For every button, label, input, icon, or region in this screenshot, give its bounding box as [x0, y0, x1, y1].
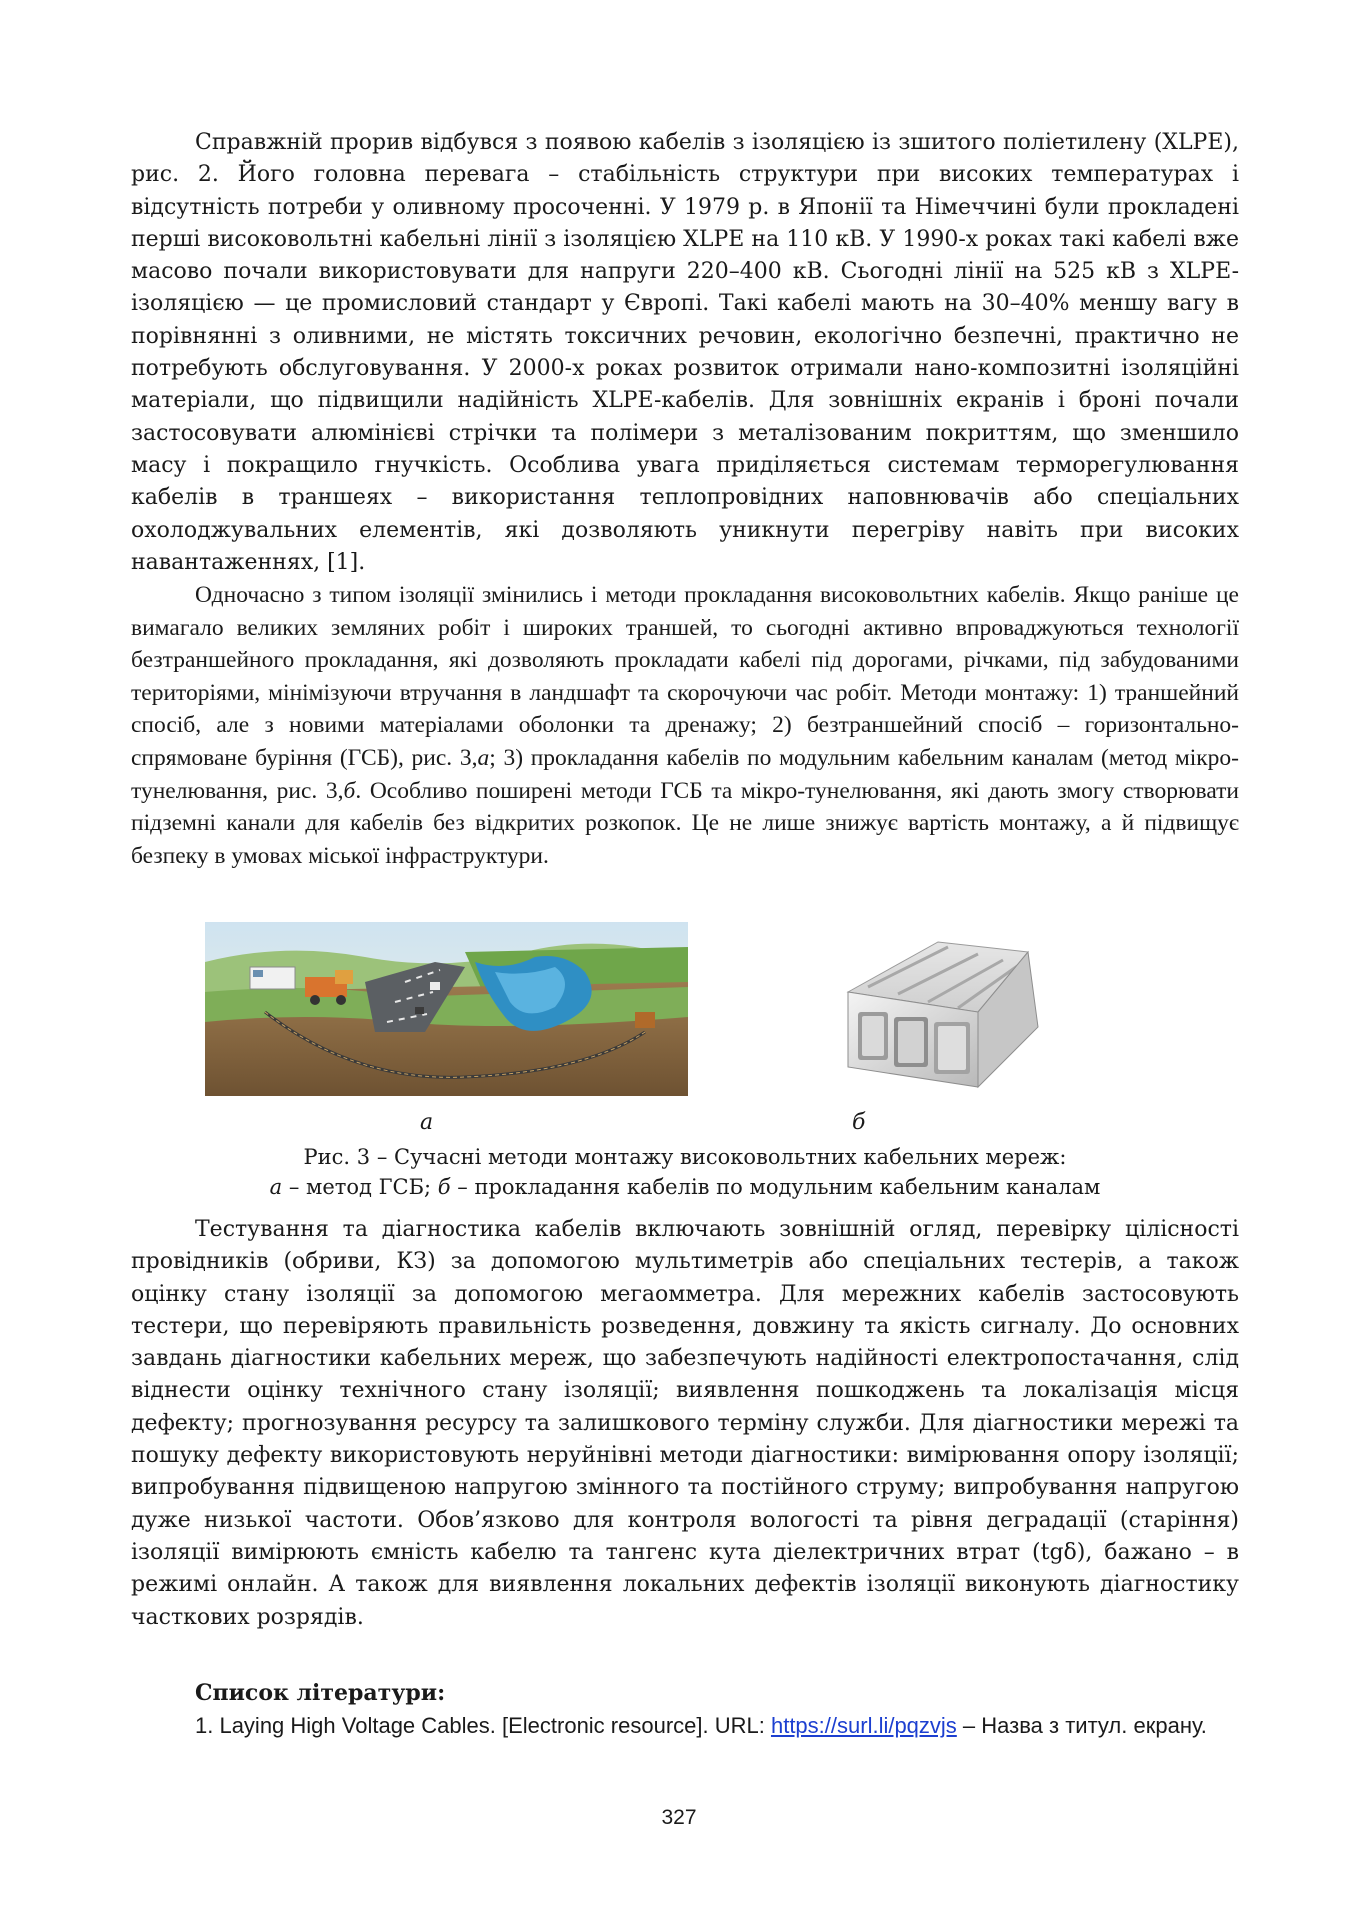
- fig-ref-b: б: [343, 777, 356, 804]
- hdd-method-illustration: [205, 922, 688, 1096]
- caption-text-b: – прокладання кабелів по модульним кабельним каналам: [450, 1175, 1101, 1199]
- fig-ref-a: а: [477, 744, 490, 771]
- figure-caption-legend: [131, 1172, 1239, 1202]
- references-heading: Список літератури:: [195, 1680, 446, 1706]
- caption-letter-a: а: [269, 1175, 283, 1199]
- caption-letter-b: б: [437, 1175, 451, 1199]
- caption-text-a: – метод ГСБ;: [282, 1175, 438, 1199]
- paragraph-text: Тестування та діагностика кабелів включають зовнішній огляд, перевірку цілісності провідників (обриви, КЗ) за допомогою мультиметрів або спеціальних тестерів, а також оцінку стану ізоляції за допомогою мегаомметра. Для мережних кабелів застосовують тестери, що перевіряють правильність розведення, довжину та якість сигналу. До основних завдань діагностики кабельних мереж, що забезпечують надійності електропостачання, слід віднести оцінку технічного стану ізоляції; виявлення пошкоджень та локалізація місця дефекту; прогнозування ресурсу та залишкового терміну служби. Для діагностики мережі та пошуку дефекту використовують неруйнівні методи діагностики: вимірювання опору ізоляції; випробування підвищеною напругою змінного та постійного струму; випробування напругою дуже низької частоти. Обов’язково для контроля вологості та рівня деградації (старіння) ізоляції вимірюють ємність кабелю та тангенс кута діелектричних втрат (tgδ), бажано – в режимі онлайн. А також для виявлення локальних дефектів ізоляції виконують діагностику часткових розрядів.: [131, 1217, 1239, 1630]
- reference-text: 1. Laying High Voltage Cables. [Electronic resource]. URL:: [195, 1713, 771, 1738]
- page-number: 327: [661, 1806, 697, 1829]
- paragraph-text: Одночасно з типом ізоляції змінились і методи прокладання високовольтних кабелів. Якщо раніше це вимагало великих земляних робіт і широких траншей, то сьогодні активно впроваджуються технології безтраншейного прокладання, які дозволяють прокладати кабелі під дорогами, річками, під забудованими територіями, мінімізуючи втручання в ландшафт та скорочуючи час робіт. Методи монтажу: 1) траншейний спосіб, але з новими матеріалами оболонки та дренажу; 2) безтраншейний спосіб – горизонтально-спрямоване буріння (ГСБ), рис. 3,: [131, 582, 1239, 771]
- reference-item: [131, 1710, 1239, 1742]
- paragraph-diagnostics: [131, 1214, 1239, 1634]
- paragraph-text: Справжній прорив відбувся з появою кабелів з ізоляцією із зшитого поліетилену (XLPE), рис. 2. Його головна перевага – стабільність структури при високих температурах і відсутність потреби у оливному просоченні. У 1979 р. в Японії та Німеччині були прокладені перші високовольтні кабельні лінії з ізоляцією XLPE на 110 кВ. У 1990-х роках такі кабелі вже масово почали використовувати для напруги 220–400 кВ. Сьогодні лінії на 525 кВ з XLPE-ізоляцією — це промисловий стандарт у Європі. Такі кабелі мають на 30–40% меншу вагу в порівнянні з оливними, не містять токсичних речовин, екологічно безпечні, практично не потребують обслуговування. У 2000-х роках розвиток отримали нано-композитні ізоляційні матеріали, що підвищили надійність XLPE-кабелів. Для зовнішніх екранів і броні почали застосовувати алюмінієві стрічки та полімери з металізованим покриттям, що зменшило масу і покращило гнучкість. Особлива увага приділяється системам терморегулювання кабелів в траншеях – використання теплопровідних наповнювачів або спеціальних охолоджувальних елементів, які дозволяють уникнути перегріву навіть при високих навантаженнях, [1].: [131, 130, 1239, 575]
- paragraph-text: ; 3) прокладання кабелів по модульним кабельним каналам (метод мікро-тунелювання, рис. 3,: [131, 744, 1239, 804]
- paragraph-xlpe-history: [131, 127, 1239, 579]
- reference-suffix: – Назва з титул. екрану.: [956, 1713, 1207, 1738]
- modular-cable-channel-illustration: [828, 932, 1060, 1094]
- figure-label-b: б: [852, 1110, 866, 1135]
- reference-link[interactable]: https://surl.li/pqzvjs: [770, 1713, 957, 1738]
- paragraph-text: . Особливо поширені методи ГСБ та мікро-тунелювання, які дають змогу створювати підземні канали для кабелів без відкритих розкопок. Це не лише знижує вартість монтажу, а й підвищує безпеку в умовах міської інфраструктури.: [131, 777, 1239, 869]
- figure-label-a: а: [420, 1110, 434, 1135]
- paragraph-installation-methods: [131, 579, 1239, 872]
- figure-caption-title: Рис. 3 – Сучасні методи монтажу високовольтних кабельних мереж:: [303, 1145, 1067, 1169]
